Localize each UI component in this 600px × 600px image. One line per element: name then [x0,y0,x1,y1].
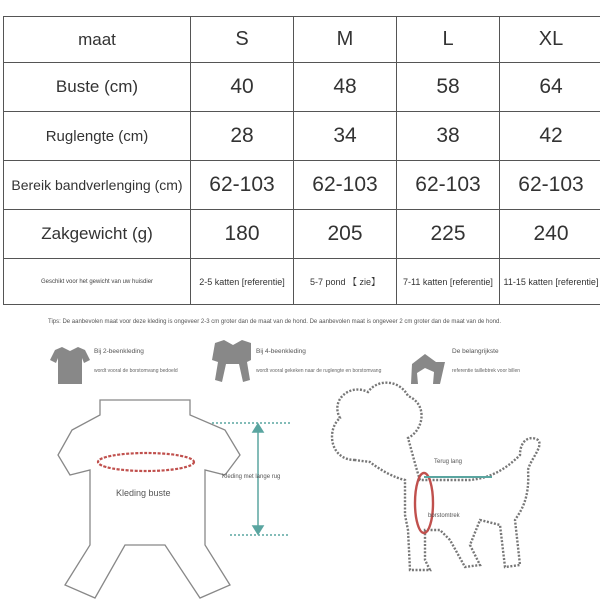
table-cell: 34 [294,112,397,161]
table-cell: 62-103 [191,161,294,210]
table-cell: 64 [500,63,600,112]
row-label: Geschikt voor het gewicht van uw huisdier [4,259,191,305]
table-cell: 180 [191,210,294,259]
legend-title: De belangrijkste [452,348,499,355]
table-cell: 62-103 [294,161,397,210]
bust-measure-line [98,453,194,471]
row-label: Zakgewicht (g) [4,210,191,259]
chest-label: borstomtrek [428,513,460,519]
back-length-label: Terug lang [434,459,463,465]
header-size-xl: XL [500,17,600,63]
table-cell: 205 [294,210,397,259]
legend-title: Bij 2-beenkleding [94,348,144,355]
header-size-label: maat [4,17,191,63]
table-cell: 42 [500,112,600,161]
table-cell: 11-15 katten [referentie] [500,259,600,305]
header-size-l: L [397,17,500,63]
legend-title: Bij 4-beenkleding [256,348,306,355]
table-cell: 240 [500,210,600,259]
row-label: Bereik bandverlenging (cm) [4,161,191,210]
table-cell: 7-11 katten [referentie] [397,259,500,305]
header-size-s: S [191,17,294,63]
table-cell: 48 [294,63,397,112]
two-leg-garment-icon [50,347,90,384]
table-cell: 62-103 [397,161,500,210]
legend-note: wordt vooral de borstomvang bedoeld [94,368,178,374]
legend-note: wordt vooral gekeken naar de ruglengte en borstomvang [256,368,382,374]
table-cell: 2-5 katten [referentie] [191,259,294,305]
table-cell: 28 [191,112,294,161]
table-cell: 38 [397,112,500,161]
header-size-m: M [294,17,397,63]
size-tips: Tips: De aanbevolen maat voor deze kleding is ongeveer 2-3 cm groter dan de maat van de hond. De aanbevolen maat is ongeveer 2 cm groter dan de maat van de hond. [48,319,502,325]
four-leg-garment-icon [212,340,251,382]
table-cell: 225 [397,210,500,259]
bust-label: Kleding buste [116,488,171,498]
table-cell: 62-103 [500,161,600,210]
pants-garment-icon [411,354,445,384]
table-cell: 58 [397,63,500,112]
chest-measure-line [415,473,433,533]
row-label: Buste (cm) [4,63,191,112]
length-label: Kleding met lange rug [222,474,281,480]
garment-outline [58,400,240,598]
table-cell: 40 [191,63,294,112]
table-cell: 5-7 pond 【 zie】 [294,259,397,305]
legend-note: referentie taillebtrek voor billen [452,368,521,374]
row-label: Ruglengte (cm) [4,112,191,161]
